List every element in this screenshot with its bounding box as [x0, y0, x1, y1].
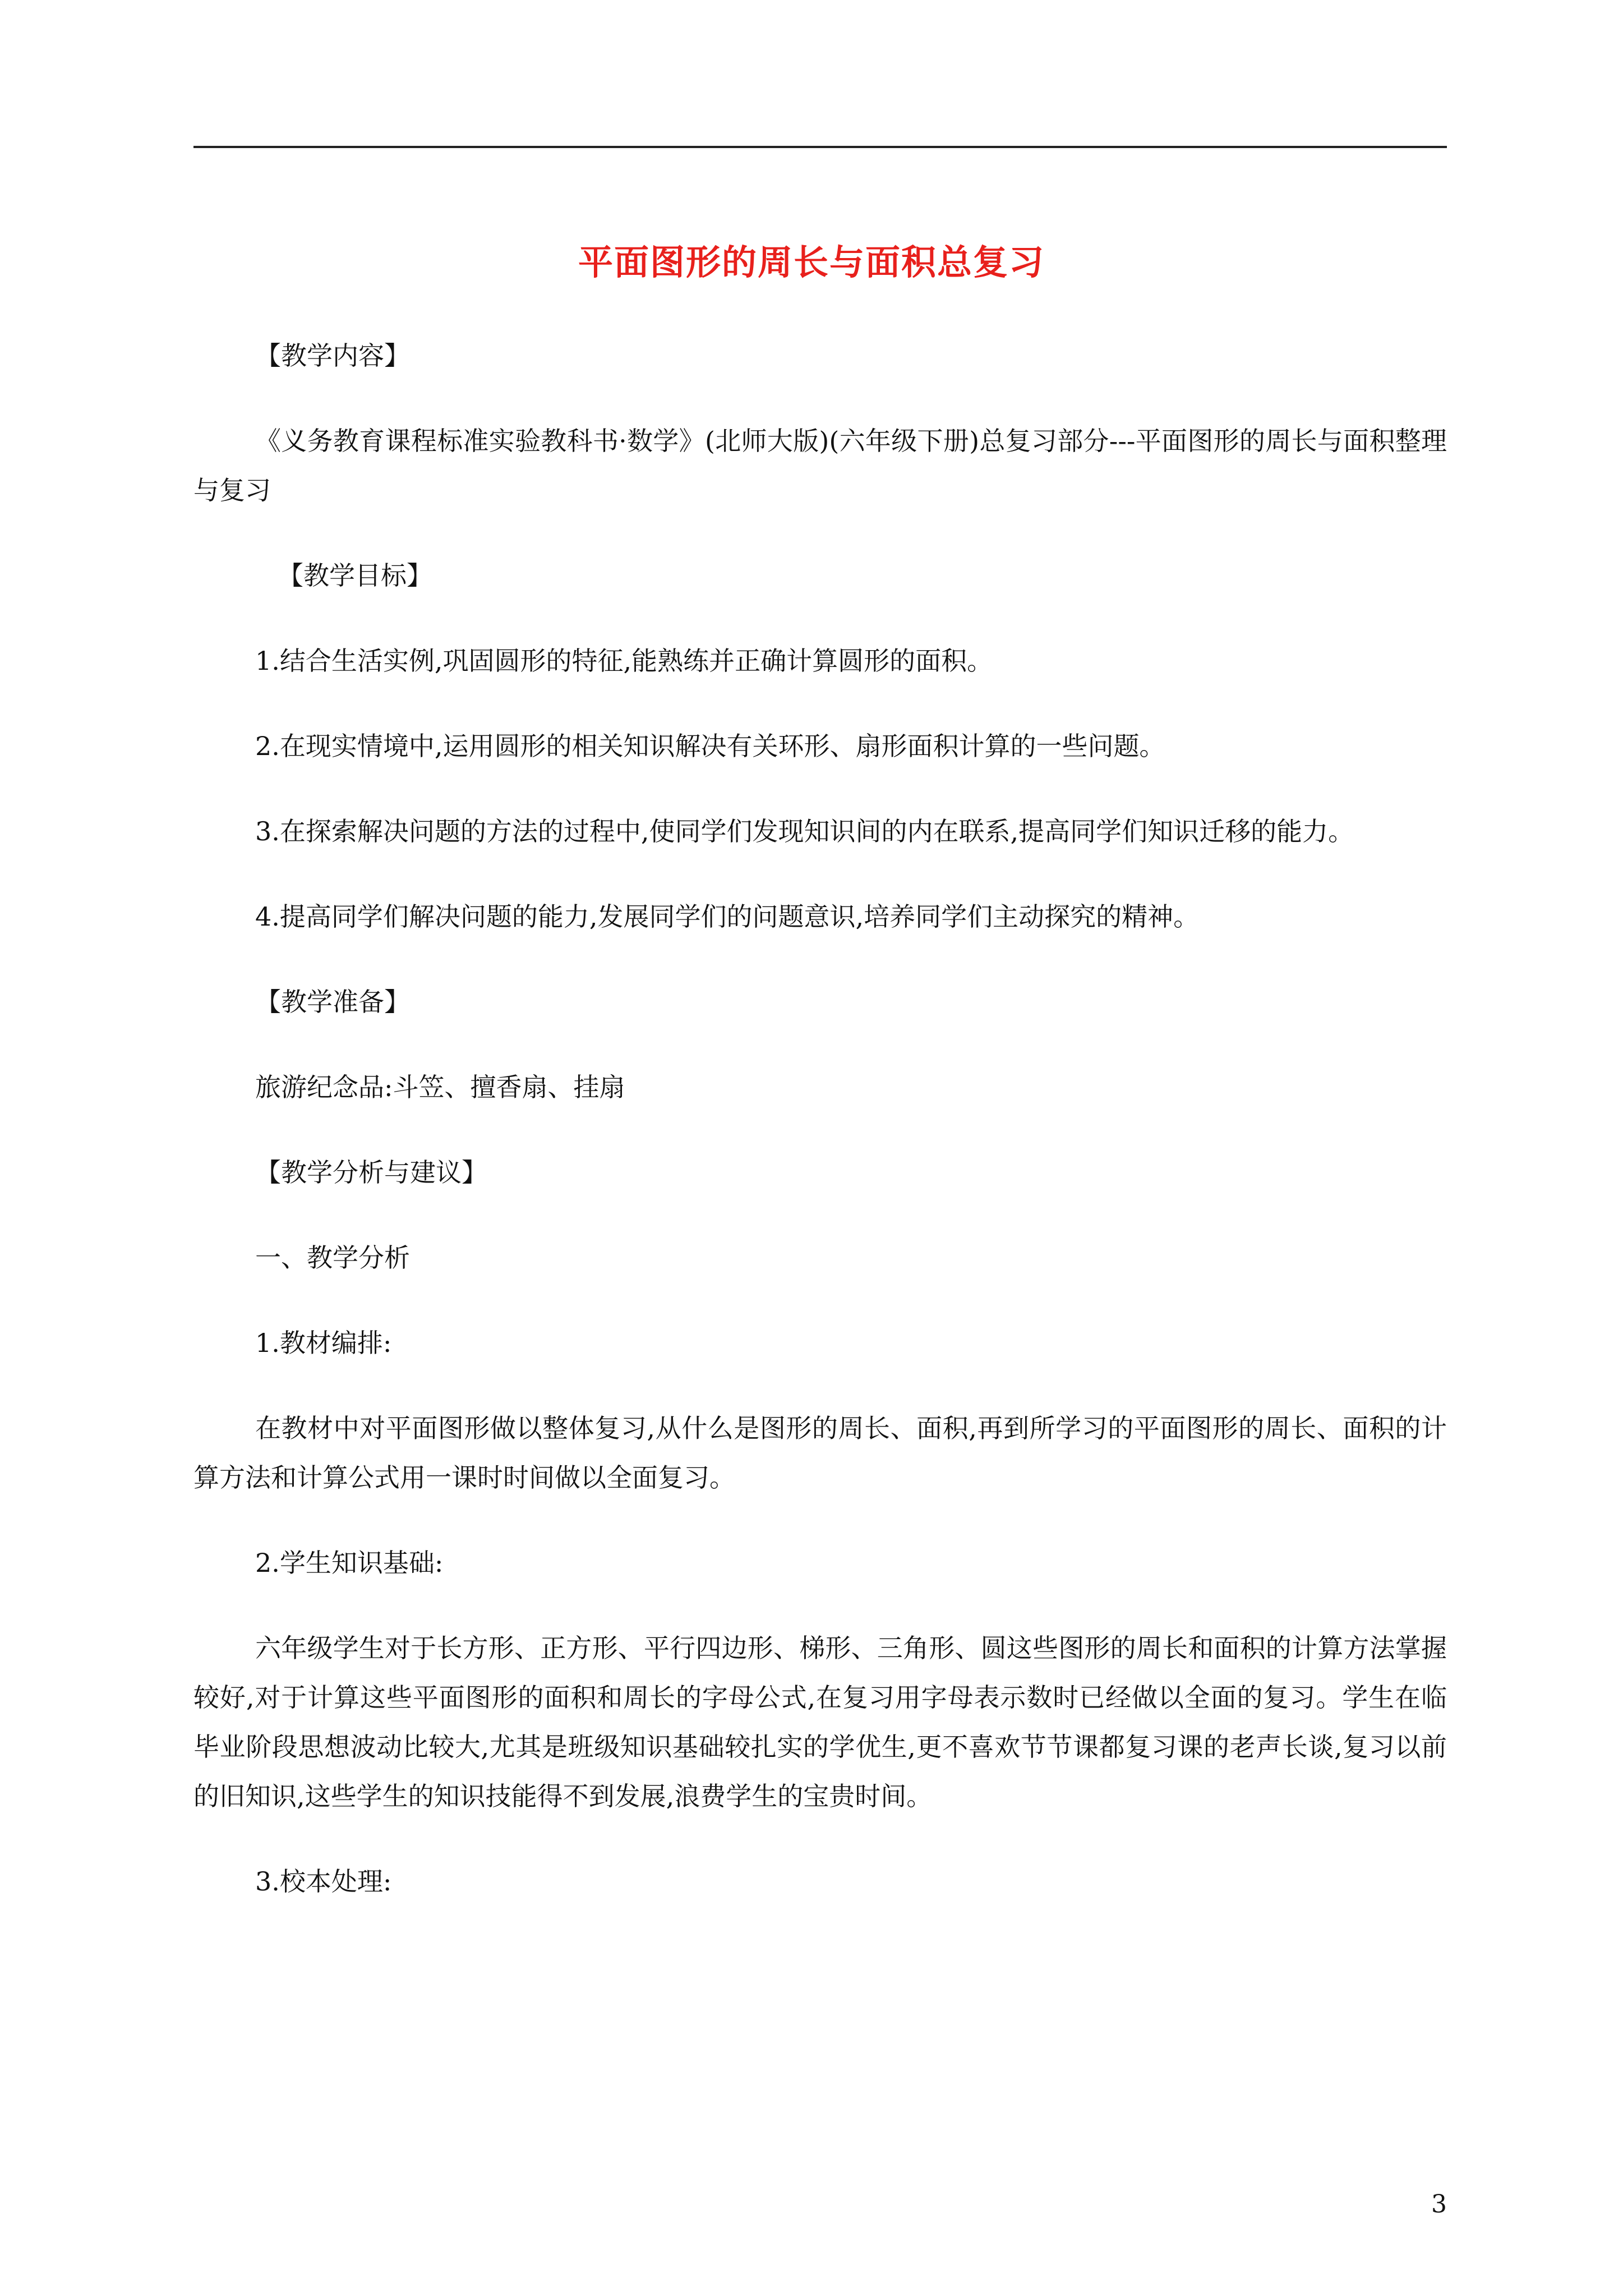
goal-item-2: 2.在现实情境中,运用圆形的相关知识解决有关环形、扇形面积计算的一些问题。 — [255, 731, 1165, 761]
section-heading-goals: 【教学目标】 — [278, 560, 432, 591]
page-number: 3 — [1431, 2190, 1447, 2219]
section-heading-preparation: 【教学准备】 — [255, 987, 410, 1017]
paragraph-textbook: 《义务教育课程标准实验教科书·数学》(北师大版)(六年级下册)总复习部分---平面图形的周长与面积整理与复习 — [193, 426, 1447, 505]
subheading-student-knowledge: 2.学生知识基础: — [255, 1548, 444, 1578]
paragraph-textbook-arrangement: 在教材中对平面图形做以整体复习,从什么是图形的周长、面积,再到所学习的平面图形的周长、面积的计算方法和计算公式用一课时时间做以全面复习。 — [193, 1413, 1447, 1493]
preparation-text: 旅游纪念品:斗笠、擅香扇、挂扇 — [255, 1072, 625, 1102]
subheading-teaching-analysis: 一、教学分析 — [255, 1243, 410, 1273]
subheading-textbook-arrangement: 1.教材编排: — [255, 1328, 392, 1358]
header-rule — [193, 146, 1447, 148]
section-heading-content: 【教学内容】 — [255, 341, 410, 371]
goal-item-4: 4.提高同学们解决问题的能力,发展同学们的问题意识,培养同学们主动探究的精神。 — [255, 901, 1200, 932]
document-title: 平面图形的周长与面积总复习 — [578, 242, 1045, 283]
goal-item-3: 3.在探索解决问题的方法的过程中,使同学们发现知识间的内在联系,提高同学们知识迁移的能力。 — [255, 816, 1354, 846]
goal-item-1: 1.结合生活实例,巩固圆形的特征,能熟练并正确计算圆形的面积。 — [255, 646, 993, 676]
section-heading-analysis: 【教学分析与建议】 — [255, 1157, 487, 1188]
subheading-school-processing: 3.校本处理: — [255, 1866, 392, 1897]
document-body — [193, 331, 1447, 1942]
paragraph-student-knowledge: 六年级学生对于长方形、正方形、平行四边形、梯形、三角形、圆这些图形的周长和面积的计算方法掌握较好,对于计算这些平面图形的面积和周长的字母公式,在复习用字母表示数时已经做以全面的复习。学生在临毕业阶段思想波动比较大,尤其是班级知识基础较扎实的学优生,更不喜欢节节课都复习课的老声长谈,复习以前的旧知识,这些学生的知识技能得不到发展,浪费学生的宝贵时间。 — [193, 1633, 1447, 1811]
